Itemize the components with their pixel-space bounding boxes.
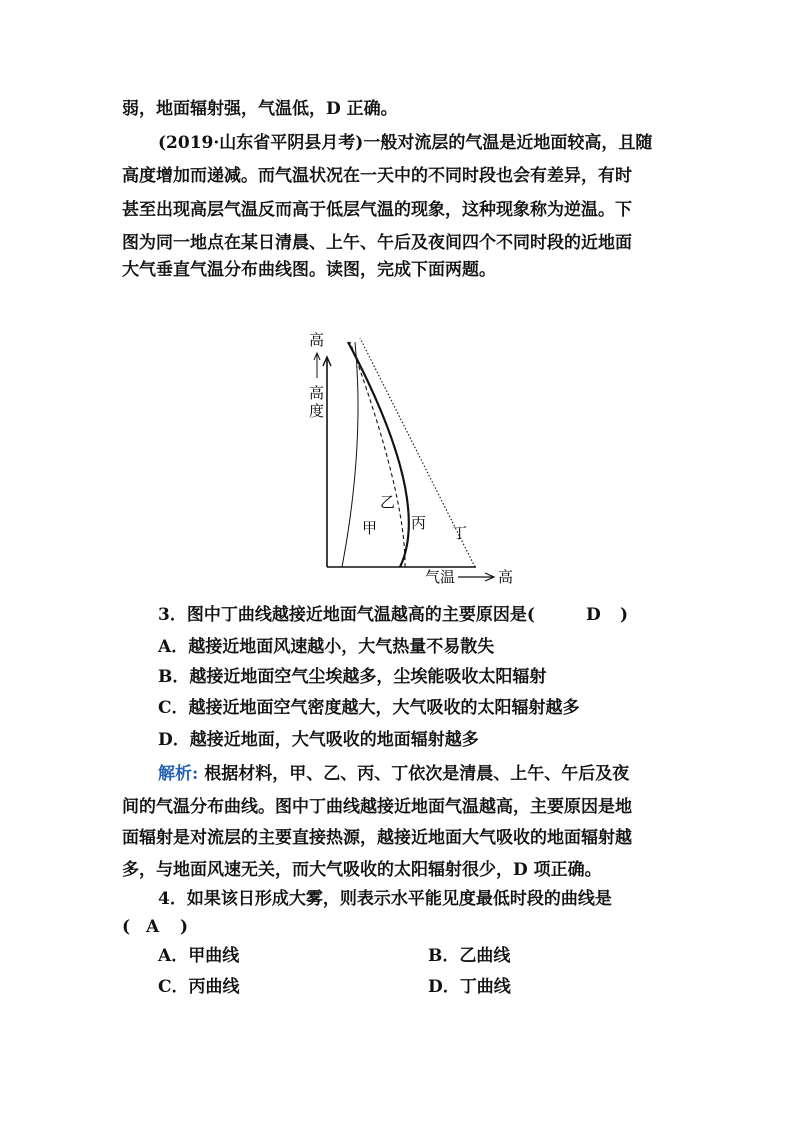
q4-close: ) (180, 917, 189, 937)
intro-text-6: 大气垂直气温分布曲线图。读图，完成下面两题。 (122, 260, 496, 280)
q3-close: ) (620, 605, 629, 625)
q4-answer: A (146, 917, 160, 937)
x-axis-end-label: 高 (498, 568, 514, 586)
q4-option-d: D．丁曲线 (428, 977, 511, 997)
analysis-text-4: 多，与地面风速无关，而大气吸收的太阳辐射很少，D 项正确。 (122, 860, 602, 880)
curve-label-yi: 乙 (380, 493, 396, 511)
temperature-profile-figure (300, 320, 540, 590)
y-axis-label-2: 度 (309, 402, 325, 420)
q4-stem: 4．如果该日形成大雾，则表示水平能见度最低时段的曲线是 (158, 889, 612, 909)
analysis-text-1: 根据材料，甲、乙、丙、丁依次是清晨、上午、午后及夜 (198, 764, 630, 784)
y-axis-label-1: 高 (309, 384, 325, 402)
x-axis-label: 气温 (425, 568, 456, 586)
q3-option-a: A．越接近地面风速越小，大气热量不易散失 (158, 637, 495, 657)
curve-label-jia: 甲 (362, 519, 378, 537)
intro-text-5: 图为同一地点在某日清晨、上午、午后及夜间四个不同时段的近地面 (122, 233, 632, 253)
q3-stem: 3．图中丁曲线越接近地面气温越高的主要原因是( (158, 605, 535, 625)
q4-option-b: B．乙曲线 (428, 946, 511, 966)
y-axis-top-label: 高 (309, 331, 325, 349)
intro-text-3: 高度增加而递减。而气温状况在一天中的不同时段也会有差异，有时 (122, 166, 632, 186)
q3-option-c: C．越接近地面空气密度越大，大气吸收的太阳辐射越多 (158, 698, 580, 718)
analysis-text-2: 间的气温分布曲线。图中丁曲线越接近地面气温越高，主要原因是地 (122, 797, 632, 817)
intro-text-1: 弱，地面辐射强，气温低，D 正确。 (122, 99, 398, 119)
q3-option-d: D．越接近地面，大气吸收的地面辐射越多 (158, 730, 479, 750)
analysis-text-3: 面辐射是对流层的主要直接热源，越接近地面大气吸收的地面辐射越 (122, 828, 632, 848)
curve-jia (342, 342, 358, 567)
q4-option-a: A．甲曲线 (158, 946, 240, 966)
q4-option-c: C．丙曲线 (158, 977, 240, 997)
analysis-label: 解析: (158, 764, 199, 784)
intro-text-2: (2019·山东省平阴县月考)一般对流层的气温是近地面较高，且随 (158, 133, 653, 153)
q3-answer: D (586, 605, 601, 625)
curve-label-bing: 丙 (411, 514, 427, 532)
q4-open: ( (122, 917, 131, 937)
intro-text-4: 甚至出现高层气温反而高于低层气温的现象，这种现象称为逆温。下 (122, 200, 632, 220)
curve-label-ding: 丁 (452, 524, 468, 542)
q3-option-b: B．越接近地面空气尘埃越多，尘埃能吸收太阳辐射 (158, 667, 547, 687)
